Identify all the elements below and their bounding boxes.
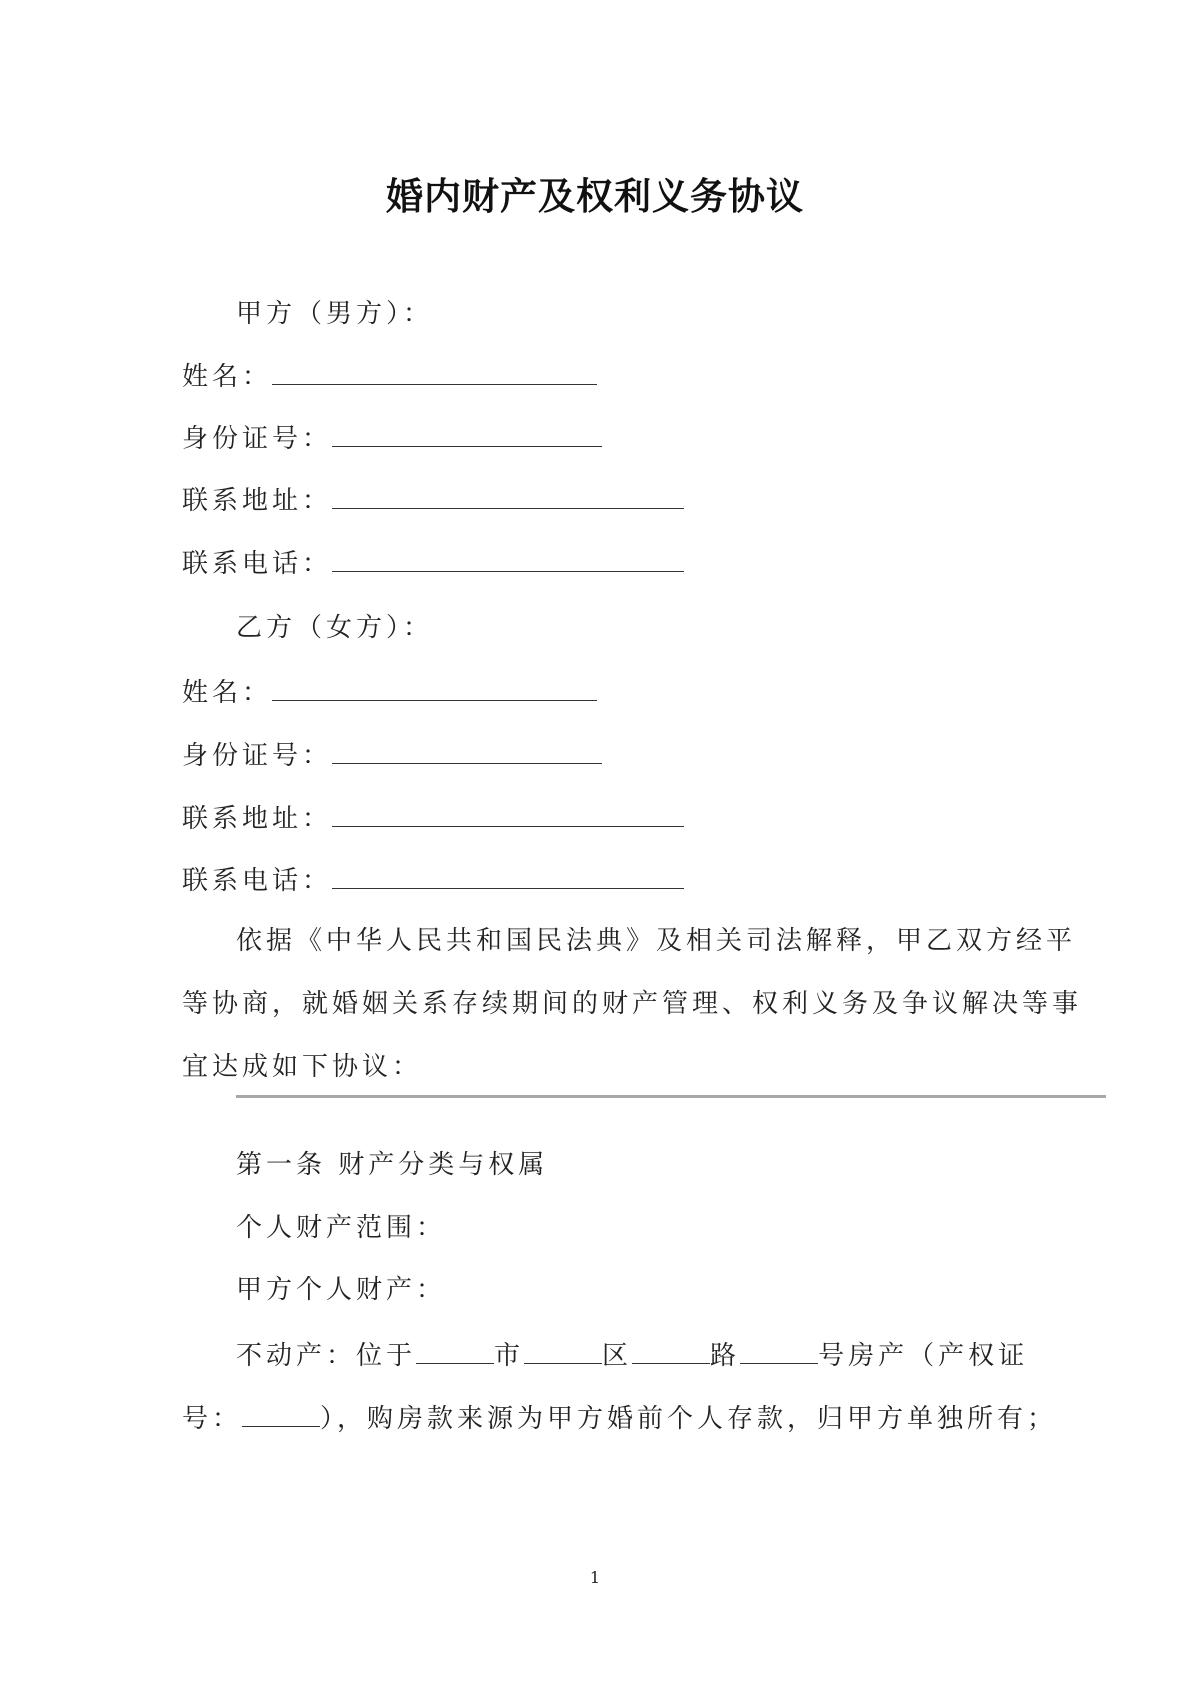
house-label: 号房产（产权证 [818, 1341, 1029, 1371]
real-estate-prefix: 不动产：位于 [236, 1341, 417, 1371]
party-b-phone-row [182, 862, 684, 897]
party-b-address-field[interactable] [332, 800, 684, 827]
party-b-address-row [182, 800, 684, 835]
party-a-name-label: 姓名： [182, 362, 273, 392]
party-a-phone-field[interactable] [332, 545, 684, 572]
city-label: 市 [494, 1341, 525, 1371]
personal-property-heading: 个人财产范围： [236, 1213, 447, 1243]
party-a-name-field[interactable] [272, 358, 597, 385]
party-b-phone-field[interactable] [332, 862, 684, 889]
party-a-id-row [182, 420, 602, 455]
article-1-heading: 第一条 财产分类与权属 [236, 1150, 549, 1180]
party-b-id-field[interactable] [332, 737, 602, 764]
party-a-property-heading: 甲方个人财产： [236, 1275, 447, 1305]
party-b-address-label: 联系地址： [182, 804, 333, 834]
party-a-phone-row [182, 545, 684, 580]
party-a-heading: 甲方（男方）： [236, 299, 434, 329]
document-title: 婚内财产及权利义务协议 [386, 174, 804, 218]
preamble-line-3: 宜达成如下协议： [182, 1052, 423, 1082]
district-label: 区 [602, 1341, 633, 1371]
city-field[interactable] [416, 1337, 494, 1364]
party-a-address-row [182, 482, 684, 517]
party-a-name-row [182, 358, 597, 393]
cert-prefix: 号： [182, 1404, 243, 1434]
preamble-line-2: 等协商，就婚姻关系存续期间的财产管理、权利义务及争议解决等事 [182, 989, 1083, 1019]
house-number-field[interactable] [740, 1337, 818, 1364]
party-b-heading: 乙方（女方）： [236, 613, 434, 643]
party-b-name-field[interactable] [272, 674, 597, 701]
party-a-address-label: 联系地址： [182, 486, 333, 516]
real-estate-line-2 [182, 1400, 1057, 1435]
real-estate-line-1 [236, 1337, 1028, 1372]
preamble-line-1: 依据《中华人民共和国民法典》及相关司法解释，甲乙双方经平 [236, 926, 1077, 956]
road-label: 路 [710, 1341, 741, 1371]
party-a-id-label: 身份证号： [182, 424, 333, 454]
road-field[interactable] [632, 1337, 710, 1364]
party-b-name-row [182, 674, 597, 709]
section-divider [236, 1095, 1106, 1098]
party-a-phone-label: 联系电话： [182, 549, 333, 579]
party-b-phone-label: 联系电话： [182, 866, 333, 896]
cert-suffix: ），购房款来源为甲方婚前个人存款，归甲方单独所有； [320, 1404, 1058, 1434]
party-b-id-label: 身份证号： [182, 741, 333, 771]
party-b-name-label: 姓名： [182, 678, 273, 708]
party-b-id-row [182, 737, 602, 772]
certificate-number-field[interactable] [242, 1400, 320, 1427]
party-a-address-field[interactable] [332, 482, 684, 509]
district-field[interactable] [524, 1337, 602, 1364]
page-number: 1 [589, 1568, 601, 1587]
party-a-id-field[interactable] [332, 420, 602, 447]
